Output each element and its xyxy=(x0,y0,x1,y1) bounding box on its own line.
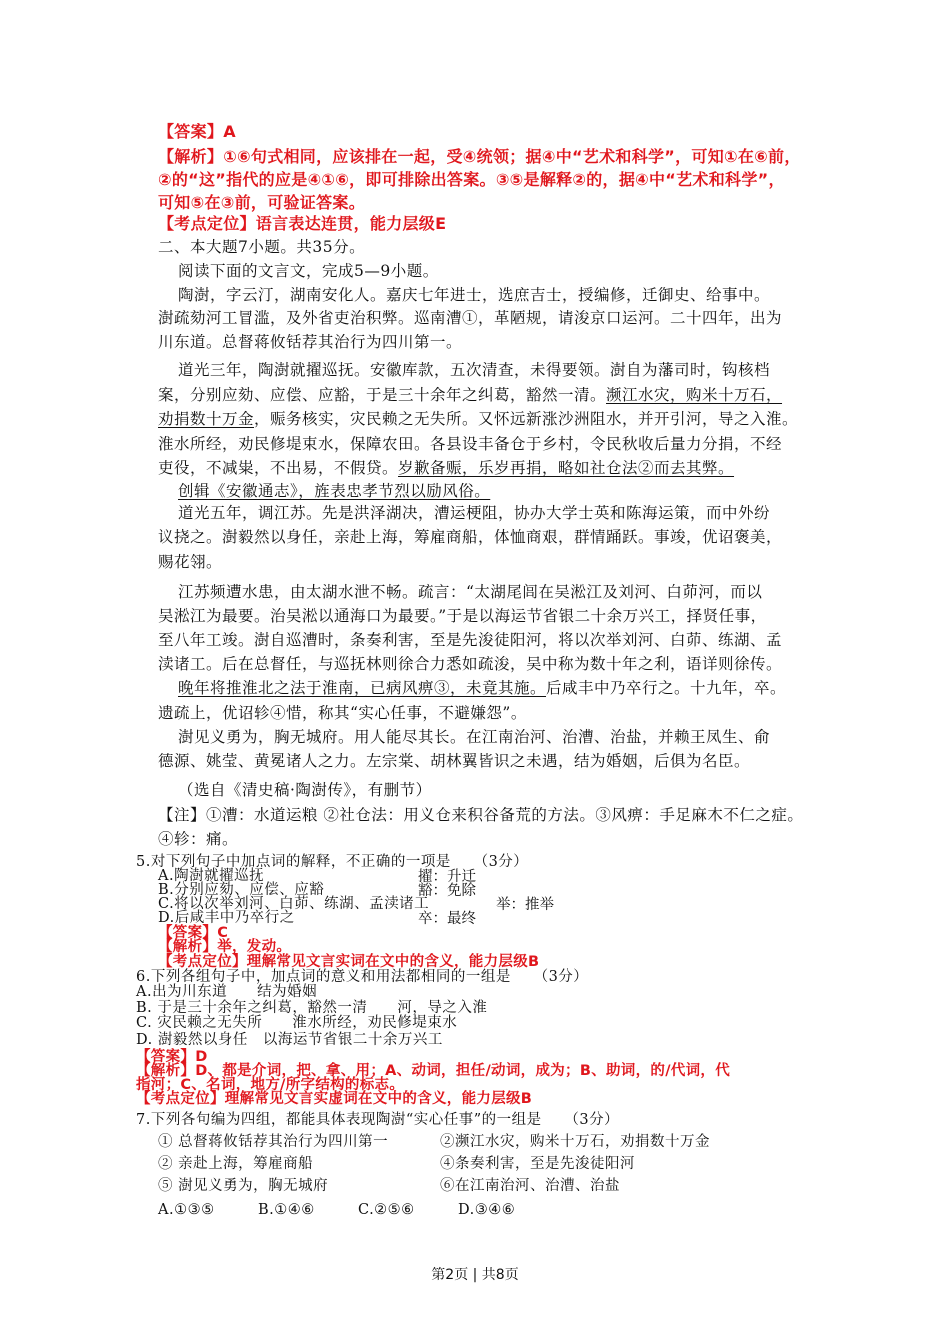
passage-segment: 后咸丰中乃卒行之。十九年，卒。 xyxy=(546,679,787,697)
passage-line: 渎诸工。后在总督任，与巡抚林则徐合力悉如疏浚，吴中称为数十年之利，语详则徐传。 xyxy=(158,655,783,673)
underlined-segment: 濒江水灾，购米十万石， xyxy=(606,386,783,404)
option-d: D.后咸丰中乃卒行之 xyxy=(158,910,295,926)
passage-line: 议挠之。澍毅然以身任，亲赴上海，筹雇商船，体恤商艰，群情踊跃。事竣，优诏褒美， xyxy=(158,528,783,546)
analysis-line: 指河；C、名词，地方/所字结构的标志。 xyxy=(136,1077,405,1093)
option-b: B. 于是三十余年之纠葛，豁然一清 河，导之入淮 xyxy=(136,1000,488,1016)
q7-item-3: ② 亲赴上海，筹雇商船 xyxy=(158,1156,314,1172)
answer-label: 【答案】D xyxy=(136,1049,208,1065)
underlined-segment: 岁歉备赈，乐岁再捐，略如社仓法②而去其弊。 xyxy=(398,459,735,477)
passage-line: 至八年工竣。澍自巡漕时，条奏利害，至是先浚徒阳河，将以次举刘河、白茆、练湖、孟 xyxy=(158,631,783,649)
analysis-line: ②的“这”指代的应是④①⑥，即可排除出答案。③⑤是解释②的，据④中“艺术和科学”， xyxy=(158,170,785,189)
q7-choice-a: A.①③⑤ xyxy=(158,1202,215,1218)
analysis-line: 【解析】D、都是介词，把、拿、用；A、动词，担任/动词，成为；B、助词，的/代词，代 xyxy=(136,1063,730,1079)
option-d-gloss: 卒：最终 xyxy=(418,911,476,927)
passage-line: 澍见义勇为，胸无城府。用人能尽其长。在江南治河、治漕、治盐，并赖王凤生、俞 xyxy=(178,728,771,746)
passage-segment: 吏役，不减粜，不出易，不假贷。 xyxy=(158,459,399,477)
instruction: 阅读下面的文言文，完成5—9小题。 xyxy=(178,262,439,280)
point-label: 【考点定位】语言表达连贯，能力层级E xyxy=(158,214,447,233)
question-5-stem: 5.对下列句子中加点词的解释，不正确的一项是 （3分） xyxy=(136,854,529,870)
answer-label: 【答案】A xyxy=(158,122,236,141)
passage-line: 吴淞江为最要。治吴淞以通海口为最要。”于是以海运节省银二十余万兴工，择贤任事， xyxy=(158,607,767,625)
analysis-line: 【解析】举，发动。 xyxy=(158,939,292,955)
q7-item-6: ⑥在江南治河、治漕、治盐 xyxy=(440,1178,620,1194)
passage-line: 创辑《安徽通志》，旌表忠孝节烈以励风俗。 xyxy=(178,482,491,500)
passage-line xyxy=(158,458,734,478)
option-a: A.出为川东道 结为婚姻 xyxy=(136,984,318,1000)
passage-line xyxy=(158,409,798,429)
analysis-line: 可知⑤在③前，可验证答案。 xyxy=(158,193,365,212)
option-b: B.分别应劾、应偿、应豁 xyxy=(158,882,325,898)
option-c: C.将以次举刘河、白茆、练湖、孟渎诸工 xyxy=(158,896,430,912)
analysis-line: 【解析】①⑥句式相同，应该排在一起，受④统领；据④中“艺术和科学”，可知①在⑥前， xyxy=(158,147,801,166)
q7-choice-b: B.①④⑥ xyxy=(258,1202,315,1218)
underlined-segment: 晚年将推淮北之法于淮南，已病风痹③，未竟其施。 xyxy=(178,679,547,697)
option-a-gloss: 擢：升迁 xyxy=(418,869,476,885)
passage-line: 淮水所经，劝民修堤束水，保障农田。各县设丰备仓于乡村，令民秋收后量力分捐，不经 xyxy=(158,435,783,453)
passage-line: 江苏频遭水患，由太湖水泄不畅。疏言：“太湖尾闾在吴淞江及刘河、白茆河，而以 xyxy=(178,583,763,601)
section-heading: 二、本大题7小题。共35分。 xyxy=(158,238,366,256)
point-label: 【考点定位】理解常见文言实词在文中的含义，能力层级B xyxy=(158,954,540,970)
option-c-gloss: 举：推举 xyxy=(496,897,554,913)
question-6-stem: 6.下列各组句子中，加点词的意义和用法都相同的一组是 （3分） xyxy=(136,969,589,985)
option-a: A.陶澍就擢巡抚 xyxy=(158,868,265,884)
passage-segment: ，赈务核实，灾民赖之无失所。又怀远新涨沙洲阻水，并开引河，导之入淮。 xyxy=(254,410,799,428)
underlined-segment: 劝捐数十万金 xyxy=(158,410,255,428)
answer-label: 【答案】C xyxy=(158,925,229,941)
passage-line: 道光三年，陶澍就擢巡抚。安徽库款，五次清查，未得要领。澍自为藩司时，钩核档 xyxy=(178,361,771,379)
passage-line: 澍疏劾河工冒滥，及外省吏治积弊。巡南漕①，革陋规，请浚京口运河。二十四年，出为 xyxy=(158,309,783,327)
passage-line xyxy=(178,678,786,698)
point-label: 【考点定位】理解常见文言实虚词在文中的含义，能力层级B xyxy=(136,1091,533,1107)
notes-line: 【注】①漕：水道运粮 ②社仓法：用义仓来积谷备荒的方法。③风痹：手足麻木不仁之症。 xyxy=(158,806,804,824)
passage-line: 遗疏上，优诏轸④惜，称其“实心任事，不避嫌怨”。 xyxy=(158,704,527,722)
option-c: C. 灾民赖之无失所 淮水所经，劝民修堤束水 xyxy=(136,1015,458,1031)
passage-line xyxy=(158,385,782,405)
option-d: D. 澍毅然以身任 以海运节省银二十余万兴工 xyxy=(136,1032,443,1048)
page-footer: 第2页 | 共8页 xyxy=(431,1267,519,1283)
passage-segment: 案，分别应劾、应偿、应豁，于是三十余年之纠葛，豁然一清。 xyxy=(158,386,607,404)
passage-line: 道光五年，调江苏。先是洪泽湖决，漕运梗阻，协办大学士英和陈海运策，而中外纷 xyxy=(178,504,771,522)
q7-item-1: ① 总督蒋攸铦荐其治行为四川第一 xyxy=(158,1134,389,1150)
passage-line: 陶澍，字云汀，湖南安化人。嘉庆七年进士，选庶吉士，授编修，迁御史、给事中。 xyxy=(178,286,771,304)
q7-choice-d: D.③④⑥ xyxy=(458,1202,516,1218)
passage-line: 赐花翎。 xyxy=(158,553,223,571)
q7-item-4: ④条奏利害，至是先浚徒阳河 xyxy=(440,1156,635,1172)
passage-line: 川东道。总督蒋攸铦荐其治行为四川第一。 xyxy=(158,333,463,351)
option-b-gloss: 豁：免除 xyxy=(418,883,476,899)
q7-item-2: ②濒江水灾，购米十万石，劝捐数十万金 xyxy=(440,1134,710,1150)
question-7-stem: 7.下列各句编为四组，都能具体表现陶澍“实心任事”的一组是 （3分） xyxy=(136,1112,620,1128)
notes-line: ④轸：痛。 xyxy=(158,830,239,848)
q7-choice-c: C.②⑤⑥ xyxy=(358,1202,415,1218)
passage-line: 德源、姚莹、黄冕诸人之力。左宗棠、胡林翼皆识之未遇，结为婚姻，后俱为名臣。 xyxy=(158,752,751,770)
q7-item-5: ⑤ 澍见义勇为，胸无城府 xyxy=(158,1178,329,1194)
source-citation: （选自《清史稿·陶澍传》，有删节） xyxy=(178,781,432,799)
